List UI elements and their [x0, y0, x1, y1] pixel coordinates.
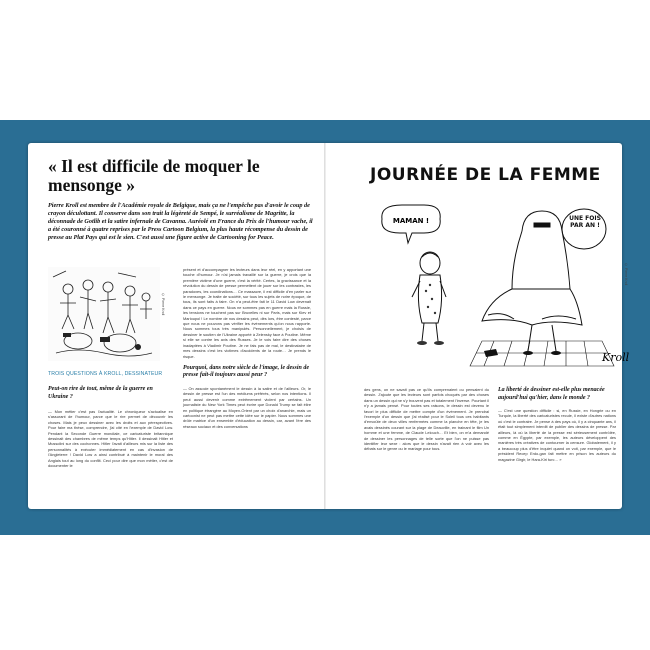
page-gutter [324, 143, 326, 509]
answer-1-continued: présent et d'accompagner les lecteurs dans leur réel, en y apportant une touche d'humour. Je n'ai jamais travaillé sur la guerre, je crois que la première victime d'une guerre, c'est la vérité. Certes, la gravissance et la révolution du dessin de presse permettent de jouer sur les contrastes, les paradoxes, les coordinations… Ce massacre, il est difficile d'en parler sur le mensonge. Je traite de société, sur tous les sujets de notre époque, de tous, ils sont faits à faire. On n'a peut-être fait le 11 David Low devenait dans ce pays en guerre. Nous ne sommes pas en guerre mais la Russie, les tensions ne touchent pas sur Bruxelles ni sur Paris, mais sur Kiev et Marioupol ! Le nombre de nos dessins peut, dès lors, être contesté, parce que nous ne pouvons pas vérifier les événements qu'on nous rapporte. Nous sommes tous très manipulés. Personnellement, je choisis de dessiner le soutien de l'Ukraine apporté à Zelensky face à Poutine. Même si elle se contre les avis des Russes. Je le vois faire dire des choses inadaptées à Vladimir Poutine. Je ne fais pas de mal, le destinataire de mes dessins c'est les victimes d'accidents de la route… Je prends le risque. [183, 267, 311, 359]
right-column-1 [364, 387, 489, 452]
answer-1-text: — Mon métier c'est pas l'actualité. Le chroniqueur s'actualise en s'assurant de l'humour, parce que le rire permet de découvrir les choses. Mais je peux dessiner avec les droits et aux pèrespectives. Pour faire ma thèse, comprendre, j'ai cité en l'exemple de David Low. Pendant la Seconde Guerre mondiale, ce caricaturiste britannique dessinait des chambres de même temps qu'Hitler. Il dessinait Hitler et Mussolini sur des cochonnes. Hitler l'avait d'ailleurs mis sur la liste des personnalités à exécuter immédiatement en cas d'invasion de l'Angleterre ! David Low a ainsi contribué à maintenir le moral des Anglais tout au long du conflit. Ceci pour dire que mon métier, c'est de documenter le [48, 409, 173, 469]
article-intro: Pierre Kroll est membre de l'Académie royale de Belgique, mais ça ne l'empêche pas d'avoir le coup de crayon déculottant. Il conserve dans son trait la légèreté de Sempé, le surréalisme de Magritte, la déconnade de Gotlib et la satire infernale de Cavanna. Auréolé en France du Prix de l'humour vache, il a été couronné à quatre reprises par le Press Cartoon Belgium, la plus haute récompense du dessin de presse au Plat Pays qui est le sien. C'est aussi une figure active de Cartooning for Peace. [48, 202, 313, 241]
left-column-2 [183, 267, 311, 429]
question-1: Peut-on rire de tout, même de la guerre en Ukraine ? [48, 386, 153, 400]
question-3: La liberté de dessiner est-elle plus menacée aujourd'hui qu'hier, dans le monde ? [498, 387, 605, 401]
answer-3-text: — C'est une question difficile : si, en Russie, en Hongrie ou en Turquie, la liberté des caricaturistes recule, il existe d'autres nations où c'est le contraire. Je pense à des pays où, il y a cinquante ans, il était tout simplement interdit de publier des dessins de presse. Par ailleurs, là où la liberté de la presse est sérieusement contrôlée, comme en Égypte, par exemple, les auteurs développent des manières très créatives de contourner la censure. Globalement, il y a beaucoup plus d'être inquiet quand on voit, par exemple, que le président Recep Erdo-gan fait mettre en prison les auteurs du magazine Girgir, le Hara-Kiri turc… » [498, 408, 616, 462]
article-title: « Il est difficile de moquer le mensonge » [48, 156, 260, 195]
left-image-credit: © Pierre Kroll [161, 293, 165, 316]
magazine-spread [28, 143, 630, 509]
answer-2-text: — On associe spontanément le dessin à la satire et de l'ailleurs. Or, le dessin de presse est l'un des médiums préférés, selon nos intentions. Il peut aussi devenir comme extrêmement violent par certains. Un journaliste du New York Times peut écrire que Donald Trump se fait élire en politique étrangère au Moyen-Orient par un choix d'anarchie, mais un cartoonist ne peut pas mettre cette idée sur le papier. Nous sommes une drôle matrice d'un ensemble d'éducation au dessin, car, avant l'ère des réseaux sociaux et des conversations [183, 385, 311, 429]
right-column-2 [498, 387, 616, 462]
bubble-right-text: UNE FOIS PAR AN ! [569, 215, 601, 229]
artist-signature: Kroll [602, 351, 630, 364]
crowd-sketch-illustration [48, 267, 160, 361]
left-column-1 [48, 386, 173, 468]
question-2: Pourquoi, dans notre siècle de l'image, le dessin de presse fait-il toujours aussi peur ? [183, 364, 309, 379]
answer-2-continued: des gens, on ne savait pas ce qu'ils comprenaient ou pensaient du dessin. J'ajoute que les lecteurs sont parfois choqués par des choses dans un dessin qui ne s'y trouvent pas et totalement l'inverse. Pourtant il n'y a jamais pensé. Pour toutes ses raisons, le dessin est devenu le favori le plus difficile de mettre compte d'un événement. Je prendrai l'exemple d'un dessin que j'ai réalisé pour le Soleil tous ces habitants d'envoûte de deux villes renfermées comme la planche en tête, je les avais dessinés courant sur la plage de Deauville, en trainant le film Un homme et une femme, de Claude Lelouch… Et bien, on m'a demandé de dessiner les personnages de telle sorte que l'on ne puisse pas identifier leur sexe : alors que le dessin n'avait rien à voir avec les débats sur le genre ou le mariage pour tous. [364, 387, 489, 452]
bubble-left-text: MAMAN ! [392, 217, 430, 225]
right-image-credit: © Pierre Kroll [624, 263, 628, 286]
cartoon-title: JOURNÉE DE LA FEMME [370, 165, 601, 185]
section-heading: TROIS QUESTIONS À KROLL, DESSINATEUR [48, 371, 163, 377]
